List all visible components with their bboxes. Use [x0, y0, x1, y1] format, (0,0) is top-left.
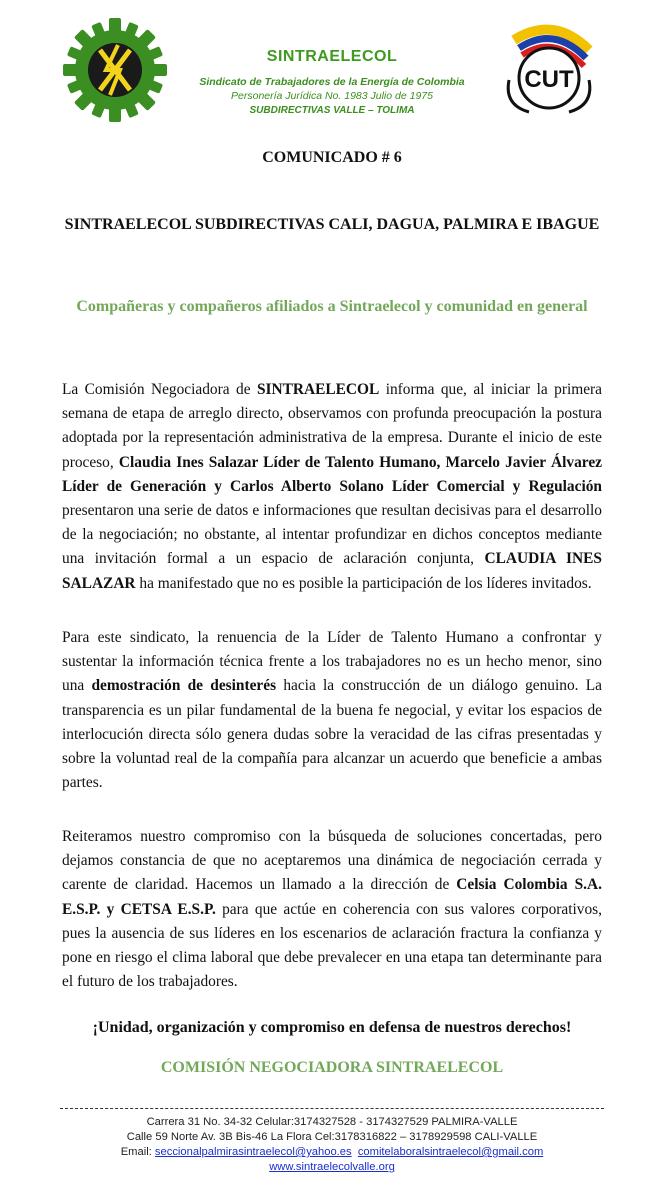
organization-block — [170, 48, 494, 116]
org-name: SINTRAELECOL — [266, 48, 398, 65]
org-full-name: Sindicato de Trabajadores de la Energía de Colombia — [199, 76, 465, 88]
subdirectivas-heading: SINTRAELECOL SUBDIRECTIVAS CALI, DAGUA, PALMIRA E IBAGUE — [64, 216, 600, 233]
paragraph-1: La Comisión Negociadora de SINTRAELECOL informa que, al iniciar la primera semana de etapa de arreglo directo, observamos con profunda preocupación la postura adoptada por la representación administrativa de la empresa. Durante el inicio de este proceso, Claudia Ines Salazar Líder de Talento Humano, Marcelo Javier Álvarez Líder de Generación y Carlos Alberto Solano Líder Comercial y Regulación presentaron una serie de datos e informaciones que resultan decisivas para el desarrollo de la negociación; no obstante, al intentar profundizar en dichos conceptos mediante una invitación formal a un espacio de aclaración conjunta, CLAUDIA INES SALAZAR ha manifestado que no es posible la participación de los líderes invitados. — [62, 381, 603, 592]
footer-address-palmira: Carrera 31 No. 34-32 Celular:3174327528 - 3174327529 PALMIRA-VALLE — [146, 1116, 518, 1128]
email-link-palmira[interactable]: seccionalpalmirasintraelecol@yahoo.es — [154, 1146, 352, 1158]
letterhead — [0, 0, 664, 140]
paragraph-3: Reiteramos nuestro compromiso con la búsqueda de soluciones concertadas, pero dejamos constancia de que no aceptaremos una dinámica de negociación cerrada y carente de claridad. Hacemos un llamado a la dirección de Celsia Colombia S.A. E.S.P. y CETSA E.S.P. para que actúe en coherencia con sus valores corporativos, pues la ausencia de sus líderes en los escenarios de aclaración fractura la confianza y pone en riesgo el clima laboral que debe prevalecer en una etapa tan determinante para el futuro de los trabajadores. — [62, 828, 602, 991]
email-link-comite[interactable]: comitelaboralsintraelecol@gmail.com — [357, 1146, 544, 1158]
cut-logo-icon — [494, 20, 604, 120]
footer-emails: Email: seccionalpalmirasintraelecol@yahoo.es comitelaboralsintraelecol@gmail.com — [120, 1146, 544, 1158]
greeting-heading: Compañeras y compañeros afiliados a Sintraelecol y comunidad en general — [76, 298, 588, 315]
subdirectivas-label: SUBDIRECTIVAS VALLE – TOLIMA — [249, 105, 415, 116]
legal-registration: Personería Jurídica No. 1983 Julio de 1975 — [231, 90, 433, 102]
signature: COMISIÓN NEGOCIADORA SINTRAELECOL — [160, 1059, 504, 1076]
footer-address-cali: Calle 59 Norte Av. 3B Bis-46 La Flora Cel:3178316822 – 3178929598 CALI-VALLE — [126, 1131, 538, 1143]
closing-slogan: ¡Unidad, organización y compromiso en defensa de nuestros derechos! — [92, 1019, 572, 1036]
comunicado-title: COMUNICADO # 6 — [262, 149, 402, 166]
gear-icon — [60, 15, 170, 125]
paragraph-2: Para este sindicato, la renuencia de la Líder de Talento Humano a confrontar y sustentar la información técnica frente a los trabajadores no es un hecho menor, sino una demostración de desinterés hacia la construcción de un diálogo genuino. La transparencia es un pilar fundamental de la buena fe negocial, y evitar los espacios de interlocución directa sólo genera dudas sobre la veracidad de las cifras presentadas y sobre la voluntad real de la compañía para alcanzar un acuerdo que beneficie a ambas partes. — [62, 629, 602, 792]
website-link[interactable]: www.sintraelecolvalle.org — [269, 1161, 395, 1173]
footer — [60, 1108, 604, 1175]
cut-logo-text: CUT — [524, 66, 574, 93]
